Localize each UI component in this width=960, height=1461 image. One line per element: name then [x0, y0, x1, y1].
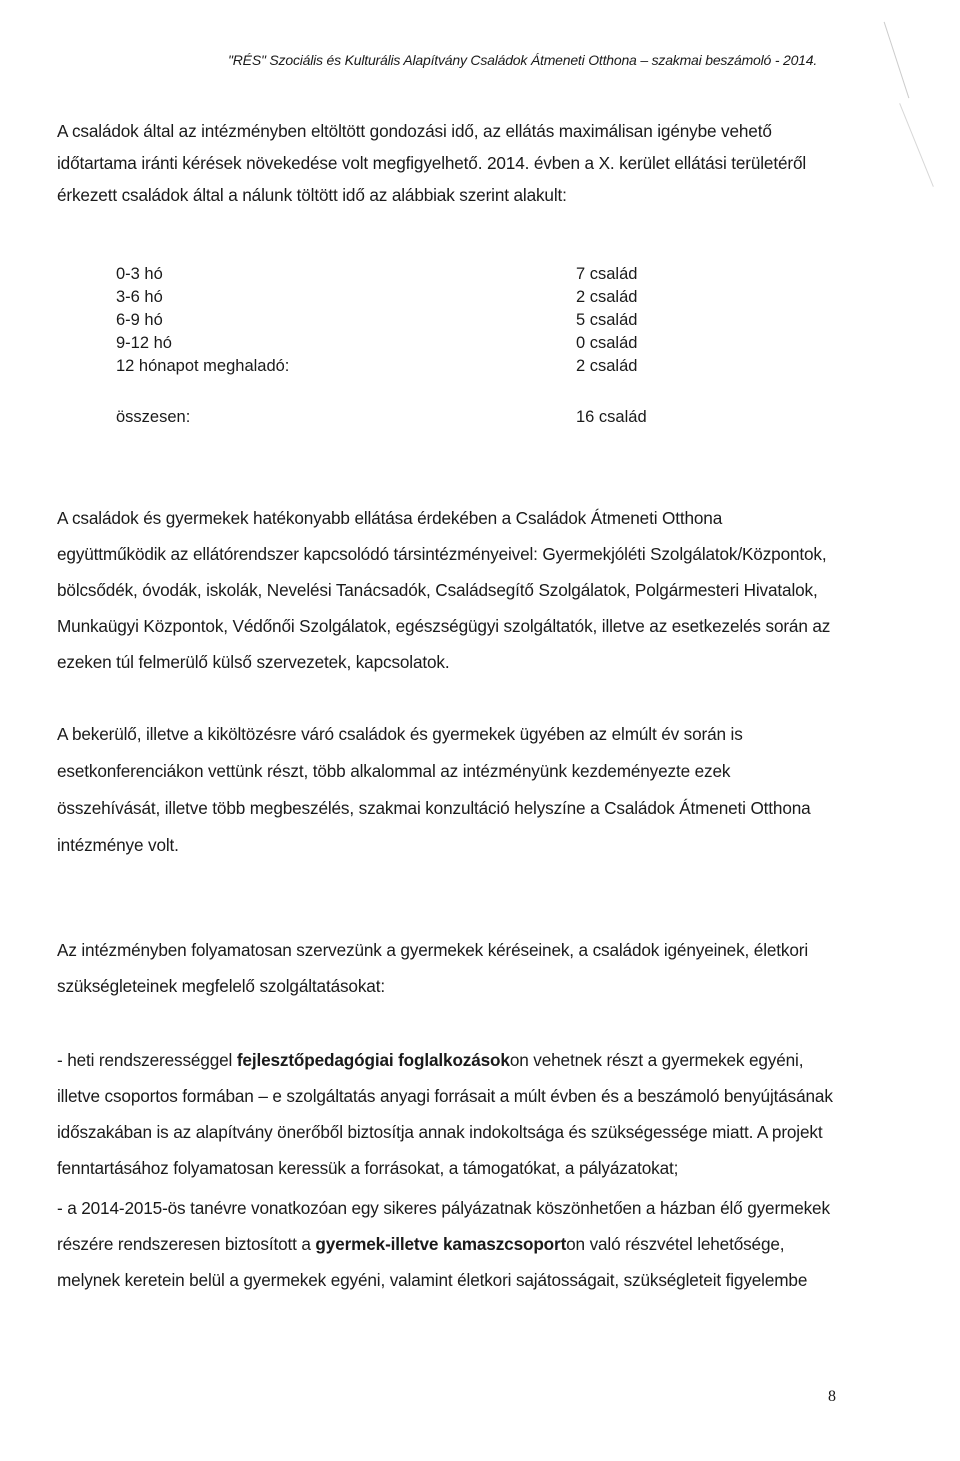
paragraph-line: illetve csoportos formában – e szolgáltatás anyagi forrásait a múlt évben és a beszámoló benyújtásának — [57, 1086, 833, 1106]
stat-value: 2 család — [576, 288, 638, 306]
paragraph-line: - a 2014-2015-ös tanévre vonatkozóan egy sikeres pályázatnak köszönhetően a házban élő gyermekek — [57, 1198, 830, 1218]
stat-row — [116, 309, 696, 332]
bullet-bold-text: gyermek-illetve kamaszcsoport — [315, 1234, 567, 1254]
stat-value: 0 család — [576, 334, 638, 352]
page-number: 8 — [828, 1388, 836, 1405]
paragraph-line: együttműködik az ellátórendszer kapcsolódó társintézményeivel: Gyermekjóléti Szolgálatok/Központok, — [57, 544, 827, 564]
bullet-youth-group — [57, 1190, 847, 1298]
paragraph-line: ezeken túl felmerülő külső szervezetek, kapcsolatok. — [57, 652, 450, 672]
stat-total-label: összesen: — [116, 408, 191, 426]
paragraph-line: összehívását, illetve több megbeszélés, szakmai konzultáció helyszíne a Családok Átmeneti Otthona — [57, 798, 811, 818]
bullet-bold-text: fejlesztőpedagógiai foglalkozások — [236, 1050, 510, 1070]
paragraph-line — [57, 1042, 847, 1078]
bullet-development-sessions — [57, 1042, 847, 1186]
stat-total-row — [116, 406, 696, 429]
paragraph-line: A családok és gyermekek hatékonyabb ellátása érdekében a Családok Átmeneti Otthona — [57, 508, 723, 528]
stat-label: 6-9 hó — [116, 311, 163, 329]
paragraph-line — [57, 1226, 847, 1262]
paragraph-line: érkezett családok által a nálunk töltött idő az alábbiak szerint alakult: — [57, 185, 567, 205]
paragraph-line: intézménye volt. — [57, 835, 179, 855]
paragraph-cooperation — [57, 500, 847, 680]
paragraph-line: Munkaügyi Központok, Védőnői Szolgálatok, egészségügyi szolgáltatók, illetve az esetkezelés során az — [57, 616, 831, 636]
paragraph-line: időszakában is az alapítvány önerőből biztosítja annak indokoltsága és szükségessége miatt. A projekt — [57, 1122, 823, 1142]
bullet-text: - heti rendszerességgel — [57, 1050, 237, 1070]
stat-total-value: 16 család — [576, 408, 647, 426]
bullet-text: részére rendszeresen biztosított a — [57, 1234, 316, 1254]
page-header: "RÉS" Szociális és Kulturális Alapítvány Családok Átmeneti Otthona – szakmai beszámoló - 2014. — [228, 52, 818, 68]
stay-duration-list — [116, 263, 696, 429]
stat-label: 12 hónapot meghaladó: — [116, 357, 290, 375]
stat-value: 5 család — [576, 311, 638, 329]
scan-artifact — [884, 22, 910, 98]
scan-artifact — [899, 103, 934, 187]
paragraph-line: Az intézményben folyamatosan szervezünk a gyermekek kéréseinek, a családok igényeinek, életkori — [57, 940, 808, 960]
paragraph-line: időtartama iránti kérések növekedése volt megfigyelhető. 2014. évben a X. kerület ellátási területéről — [57, 153, 807, 173]
bullet-text: on való részvétel lehetősége, — [566, 1234, 785, 1254]
paragraph-line: A bekerülő, illetve a kiköltözésre váró családok és gyermekek ügyében az elmúlt év során is — [57, 724, 743, 744]
stat-row — [116, 286, 696, 309]
stat-label: 9-12 hó — [116, 334, 172, 352]
paragraph-line: fenntartásához folyamatosan keressük a forrásokat, a támogatókat, a pályázatokat; — [57, 1158, 679, 1178]
paragraph-services — [57, 932, 847, 1004]
paragraph-line: melynek keretein belül a gyermekek egyéni, valamint életkori sajátosságait, szükségleteit figyelembe — [57, 1270, 808, 1290]
paragraph-case-conferences — [57, 716, 847, 864]
paragraph-line: bölcsődék, óvodák, iskolák, Nevelési Tanácsadók, Családsegítő Szolgálatok, Polgármesteri Hivatalok, — [57, 580, 818, 600]
paragraph-line: A családok által az intézményben eltöltött gondozási idő, az ellátás maximálisan igénybe vehető — [57, 121, 772, 141]
stat-value: 2 család — [576, 357, 638, 375]
stat-row — [116, 263, 696, 286]
paragraph-line: esetkonferenciákon vettünk részt, több alkalommal az intézményünk kezdeményezte ezek — [57, 761, 731, 781]
paragraph-line: szükségleteinek megfelelő szolgáltatásokat: — [57, 976, 385, 996]
paragraph-care-time — [57, 115, 847, 211]
stat-row — [116, 332, 696, 355]
stat-label: 3-6 hó — [116, 288, 163, 306]
stat-value: 7 család — [576, 265, 638, 283]
stat-label: 0-3 hó — [116, 265, 163, 283]
stat-row — [116, 355, 696, 378]
bullet-text: on vehetnek részt a gyermekek egyéni, — [509, 1050, 804, 1070]
